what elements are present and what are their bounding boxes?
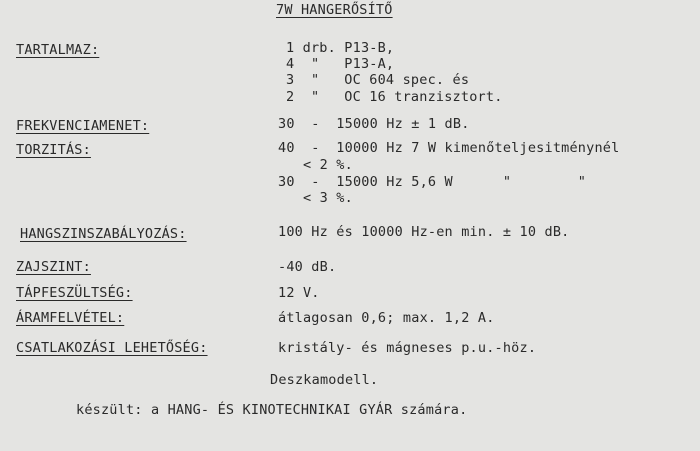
label-frequency-response: FREKVENCIAMENET: bbox=[16, 118, 150, 134]
value-supply-voltage: 12 V. bbox=[278, 285, 320, 301]
value-distortion-line-4: < 3 %. bbox=[278, 190, 353, 206]
value-contents-line-3: 3 " OC 604 spec. és bbox=[286, 72, 470, 88]
label-tone-control: HANGSZINSZABÁLYOZÁS: bbox=[20, 226, 187, 242]
label-contents: TARTALMAZ: bbox=[16, 42, 100, 58]
document-title: 7W HANGERŐSÍTŐ bbox=[276, 2, 393, 18]
label-supply-voltage: TÁPFESZÜLTSÉG: bbox=[16, 285, 133, 301]
label-distortion: TORZITÁS: bbox=[16, 142, 91, 158]
footer-model-note: Deszkamodell. bbox=[270, 372, 379, 388]
value-distortion-line-1: 40 - 10000 Hz 7 W kimenőteljesitménynél bbox=[278, 140, 620, 156]
label-noise-level: ZAJSZINT: bbox=[16, 259, 91, 275]
footer-made-for: készült: a HANG- ÉS KINOTECHNIKAI GYÁR számára. bbox=[76, 402, 468, 418]
value-current-draw: átlagosan 0,6; max. 1,2 A. bbox=[278, 310, 495, 326]
label-connection: CSATLAKOZÁSI LEHETŐSÉG: bbox=[16, 340, 208, 356]
label-current-draw: ÁRAMFELVÉTEL: bbox=[16, 310, 125, 326]
value-connection: kristály- és mágneses p.u.-höz. bbox=[278, 340, 537, 356]
value-noise-level: -40 dB. bbox=[278, 259, 337, 275]
value-frequency-response: 30 - 15000 Hz ± 1 dB. bbox=[278, 116, 470, 132]
value-contents-line-2: 4 " P13-A, bbox=[286, 56, 395, 72]
value-contents-line-4: 2 " OC 16 tranzisztort. bbox=[286, 89, 503, 105]
value-distortion-line-3: 30 - 15000 Hz 5,6 W " " bbox=[278, 174, 587, 190]
value-contents-line-1: 1 drb. P13-B, bbox=[286, 40, 395, 56]
value-tone-control: 100 Hz és 10000 Hz-en min. ± 10 dB. bbox=[278, 224, 570, 240]
value-distortion-line-2: < 2 %. bbox=[278, 157, 353, 173]
